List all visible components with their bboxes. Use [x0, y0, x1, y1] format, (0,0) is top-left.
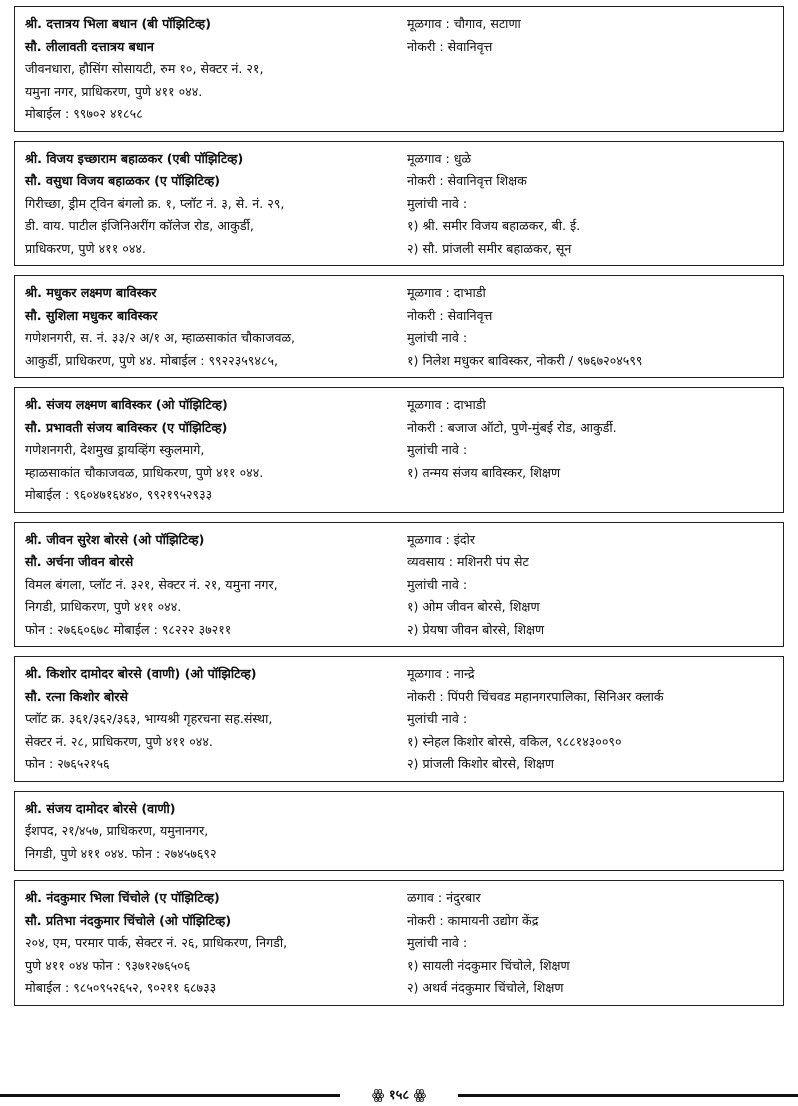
person-name: सौ. अर्चना जीवन बोरसे	[25, 554, 134, 569]
entry-text-line: २) अथर्व नंदकुमार चिंचोले, शिक्षण	[407, 980, 564, 995]
entry-text-line: पुणे ४११ ०४४ फोन : ९३७१२७६५०६	[25, 957, 191, 973]
entry-text-line: २) सौ. प्रांजली समीर बहाळकर, सून	[407, 240, 572, 256]
person-name: सौ. वसुधा विजय बहाळकर (ए पॉझिटिव्ह)	[25, 173, 221, 188]
entry-text-line: निगडी, पुणे ४११ ०४४. फोन : २७४५७६९२	[25, 845, 217, 861]
entry-left-column	[25, 663, 397, 776]
entry-text-line: मुलांची नावे :	[407, 195, 468, 211]
directory-entry	[14, 791, 784, 872]
person-name: श्री. जीवन सुरेश बोरसे (ओ पॉझिटिव्ह)	[25, 531, 205, 547]
entry-text-line: आकुर्डी, प्राधिकरण, पुणे ४४. मोबाईल : ९९२२३५९४८५,	[25, 352, 278, 368]
entry-text-line: १) श्री. समीर विजय बहाळकर, बी. ई.	[407, 218, 581, 233]
entry-left-column	[25, 394, 397, 507]
entry-text-line: मोबाईल : ९८५०९५२६५२, ९०२११ ६८७३३	[25, 980, 217, 995]
person-name: श्री. दत्तात्रय भिला बधान (बी पॉझिटिव्ह)	[25, 16, 211, 31]
entry-text-line: १) तन्मय संजय बाविस्कर, शिक्षण	[407, 464, 561, 480]
person-name: सौ. प्रभावती संजय बाविस्कर (ए पॉझिटिव्ह)	[25, 419, 228, 435]
person-name: श्री. मधुकर लक्ष्मण बाविस्कर	[25, 285, 157, 300]
directory-entry	[14, 880, 784, 1006]
entry-text-line: फोन : २७६५२१५६	[25, 756, 110, 771]
entry-left-column	[25, 529, 397, 642]
footer-rule-right	[458, 1094, 798, 1097]
entry-left-column	[25, 798, 397, 866]
entry-left-column	[25, 282, 397, 372]
entry-text-line: मुलांची नावे :	[407, 935, 468, 950]
entry-text-line: ईशपद, २१/४५७, प्राधिकरण, यमुनानगर,	[25, 823, 209, 838]
entry-right-column	[397, 13, 773, 126]
entry-text-line: डी. वाय. पाटील इंजिनिअरींग कॉलेज रोड, आकुर्डी,	[25, 218, 254, 233]
entry-text-line: विमल बंगला, प्लॉट नं. ३२१, सेक्टर नं. २१, यमुना नगर,	[25, 576, 278, 592]
directory-entry	[14, 387, 784, 513]
directory-entry	[14, 656, 784, 782]
entry-text-line: व्यवसाय : मशिनरी पंप सेट	[407, 554, 529, 569]
entry-text-line: नोकरी : बजाज ऑटो, पुणे-मुंबई रोड, आकुर्डी.	[407, 419, 617, 435]
entry-right-column	[397, 282, 773, 372]
entry-text-line: नोकरी : सेवानिवृत्त	[407, 307, 493, 323]
directory-page	[14, 6, 784, 1015]
person-name: सौ. सुशिला मधुकर बाविस्कर	[25, 307, 158, 323]
entry-text-line: नोकरी : सेवानिवृत्त	[407, 38, 493, 54]
directory-entry	[14, 141, 784, 267]
entry-text-line: मुलांची नावे :	[407, 711, 468, 726]
entry-right-column	[397, 394, 773, 507]
entry-right-column	[397, 148, 773, 261]
entry-text-line: प्राधिकरण, पुणे ४११ ०४४.	[25, 240, 146, 256]
entry-text-line: नोकरी : कामायनी उद्योग केंद्र	[407, 912, 539, 928]
person-name: श्री. नंदकुमार भिला चिंचोले (ए पॉझिटिव्ह)	[25, 890, 220, 905]
entry-text-line: मूळगाव : इंदोर	[407, 531, 475, 547]
person-name: श्री. किशोर दामोदर बोरसे (वाणी) (ओ पॉझिटिव्ह)	[25, 666, 257, 681]
entry-text-line: मुलांची नावे :	[407, 576, 468, 592]
page-number: ꙮ १५८ ꙮ	[371, 1088, 427, 1103]
directory-entry	[14, 275, 784, 378]
entry-text-line: गणेशनगरी, देशमुख ड्रायव्हिंग स्कुलमागे,	[25, 442, 205, 457]
entry-right-column	[397, 798, 773, 866]
entry-text-line: सेक्टर नं. २८, प्राधिकरण, पुणे ४११ ०४४.	[25, 733, 213, 749]
person-name: सौ. रत्ना किशोर बोरसे	[25, 688, 129, 704]
entry-text-line: नोकरी : पिंपरी चिंचवड महानगरपालिका, सिनिअर क्लार्क	[407, 688, 664, 704]
person-name: श्री. विजय इच्छाराम बहाळकर (एबी पॉझिटिव्ह)	[25, 150, 244, 166]
entry-right-column	[397, 663, 773, 776]
entry-text-line: २०४, एम, परमार पार्क, सेक्टर नं. २६, प्राधिकरण, निगडी,	[25, 935, 288, 950]
entry-text-line: मोबाईल : ९६०४७१६४४०, ९९२१९५२९३३	[25, 487, 213, 502]
entry-text-line: जीवनधारा, हौसिंग सोसायटी, रुम १०, सेक्टर नं. २१,	[25, 61, 264, 76]
footer-rule-left	[0, 1094, 340, 1097]
entry-left-column	[25, 887, 397, 1000]
entry-text-line: गिरीच्छा, ड्रीम ट्विन बंगलो क्र. १, प्लॉट नं. ३, से. नं. २९,	[25, 195, 285, 211]
entry-text-line: १) स्नेहल किशोर बोरसे, वकिल, ९८८१४३००९०	[407, 733, 622, 749]
entry-text-line: फोन : २७६६०६७८ मोबाईल : ९८२२२ ३७२११	[25, 621, 232, 637]
directory-entry	[14, 6, 784, 132]
person-name: श्री. संजय लक्ष्मण बाविस्कर (ओ पॉझिटिव्ह)	[25, 397, 228, 412]
entry-text-line: यमुना नगर, प्राधिकरण, पुणे ४११ ०४४.	[25, 83, 203, 99]
entry-text-line: म्हाळसाकांत चौकाजवळ, प्राधिकरण, पुणे ४११ ०४४.	[25, 464, 264, 480]
entry-right-column	[397, 529, 773, 642]
entry-text-line: १) सायली नंदकुमार चिंचोले, शिक्षण	[407, 957, 570, 973]
entry-text-line: प्लॉट क्र. ३६१/३६२/३६३, भाग्यश्री गृहरचना सह.संस्था,	[25, 711, 273, 726]
entry-text-line: नोकरी : सेवानिवृत्त शिक्षक	[407, 173, 527, 188]
entry-text-line: मूळगाव : दाभाडी	[407, 397, 486, 412]
entry-text-line: निगडी, प्राधिकरण, पुणे ४११ ०४४.	[25, 599, 182, 614]
entry-text-line: मूळगाव : नान्द्रे	[407, 666, 475, 681]
entry-left-column	[25, 13, 397, 126]
person-name: श्री. संजय दामोदर बोरसे (वाणी)	[25, 800, 176, 816]
entry-text-line: गणेशनगरी, स. नं. ३३/२ अ/१ अ, म्हाळसाकांत चौकाजवळ,	[25, 330, 296, 345]
entry-text-line: मुलांची नावे :	[407, 330, 468, 345]
person-name: सौ. प्रतिभा नंदकुमार चिंचोले (ओ पॉझिटिव्ह)	[25, 912, 232, 928]
entry-text-line: मोबाईल : ९९७०२ ४१८५८	[25, 106, 143, 121]
directory-entry	[14, 522, 784, 648]
entry-right-column	[397, 887, 773, 1000]
entry-text-line: २) प्रेयषा जीवन बोरसे, शिक्षण	[407, 621, 545, 637]
person-name: सौ. लीलावती दत्तात्रय बधान	[25, 38, 154, 54]
entry-text-line: १) ओम जीवन बोरसे, शिक्षण	[407, 599, 540, 614]
entry-left-column	[25, 148, 397, 261]
entry-text-line: १) निलेश मधुकर बाविस्कर, नोकरी / ९७६७२०४५९९	[407, 352, 643, 368]
page-footer	[0, 1088, 798, 1102]
entry-text-line: मुलांची नावे :	[407, 442, 468, 457]
entry-text-line: मूळगाव : चौगाव, सटाणा	[407, 16, 521, 31]
entry-text-line: २) प्रांजली किशोर बोरसे, शिक्षण	[407, 756, 555, 771]
entry-text-line: मूळगाव : दाभाडी	[407, 285, 486, 300]
entry-text-line: मूळगाव : धुळे	[407, 150, 472, 166]
entry-text-line: ळगाव : नंदुरबार	[407, 890, 481, 905]
